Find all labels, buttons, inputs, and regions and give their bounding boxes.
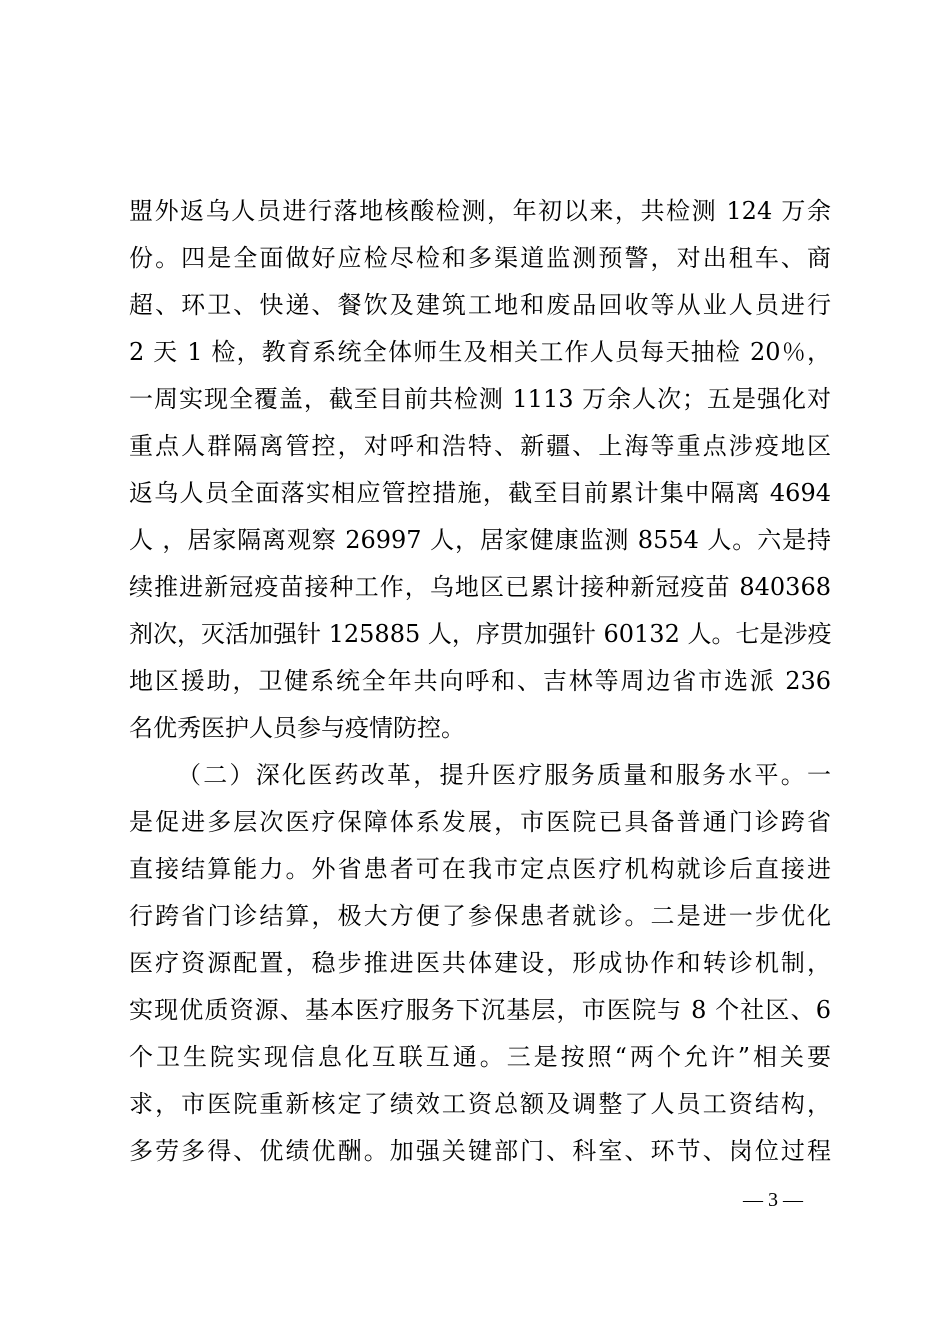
body-text-line: 份。四是全面做好应检尽检和多渠道监测预警，对出租车、商 bbox=[129, 244, 831, 272]
body-text-line: 实现优质资源、基本医疗服务下沉基层，市医院与 8 个社区、6 bbox=[129, 996, 831, 1024]
body-text-line: 返乌人员全面落实相应管控措施，截至目前累计集中隔离 4694 bbox=[129, 479, 831, 507]
page-number: — 3 — bbox=[743, 1189, 803, 1211]
body-text-line: 多劳多得、优绩优酬。加强关键部门、科室、环节、岗位过程 bbox=[129, 1137, 831, 1165]
body-text-line: 人 ，居家隔离观察 26997 人，居家健康监测 8554 人。六是持 bbox=[129, 526, 831, 554]
body-text-line: 地区援助，卫健系统全年共向呼和、吉林等周边省市选派 236 bbox=[129, 667, 831, 695]
body-text-line: 超、环卫、快递、餐饮及建筑工地和废品回收等从业人员进行 bbox=[129, 291, 831, 319]
body-text-line: 续推进新冠疫苗接种工作，乌地区已累计接种新冠疫苗 840368 bbox=[129, 573, 831, 601]
paragraph-end-line: 名优秀医护人员参与疫情防控。 bbox=[129, 714, 465, 742]
body-text-line: 剂次，灭活加强针 125885 人，序贯加强针 60132 人。七是涉疫 bbox=[129, 620, 832, 648]
body-text-line: 直接结算能力。外省患者可在我市定点医疗机构就诊后直接进 bbox=[129, 855, 831, 883]
body-text-line: 是促进多层次医疗保障体系发展，市医院已具备普通门诊跨省 bbox=[129, 808, 831, 836]
body-text-line: 行跨省门诊结算，极大方便了参保患者就诊。二是进一步优化 bbox=[129, 902, 831, 930]
body-text-line: 个卫生院实现信息化互联互通。三是按照“两个允许”相关要 bbox=[129, 1043, 831, 1071]
body-text-line: 2 天 1 检，教育系统全体师生及相关工作人员每天抽检 20％， bbox=[129, 338, 831, 366]
body-text-line: 重点人群隔离管控，对呼和浩特、新疆、上海等重点涉疫地区 bbox=[129, 432, 831, 460]
body-text-line: 求，市医院重新核定了绩效工资总额及调整了人员工资结构， bbox=[129, 1090, 831, 1118]
body-text-line: 一周实现全覆盖，截至目前共检测 1113 万余人次；五是强化对 bbox=[129, 385, 831, 413]
section-heading-line: （二）深化医药改革，提升医疗服务质量和服务水平。一 bbox=[177, 761, 831, 789]
body-text-line: 医疗资源配置，稳步推进医共体建设，形成协作和转诊机制， bbox=[129, 949, 831, 977]
body-text-line: 盟外返乌人员进行落地核酸检测，年初以来，共检测 124 万余 bbox=[129, 197, 831, 225]
